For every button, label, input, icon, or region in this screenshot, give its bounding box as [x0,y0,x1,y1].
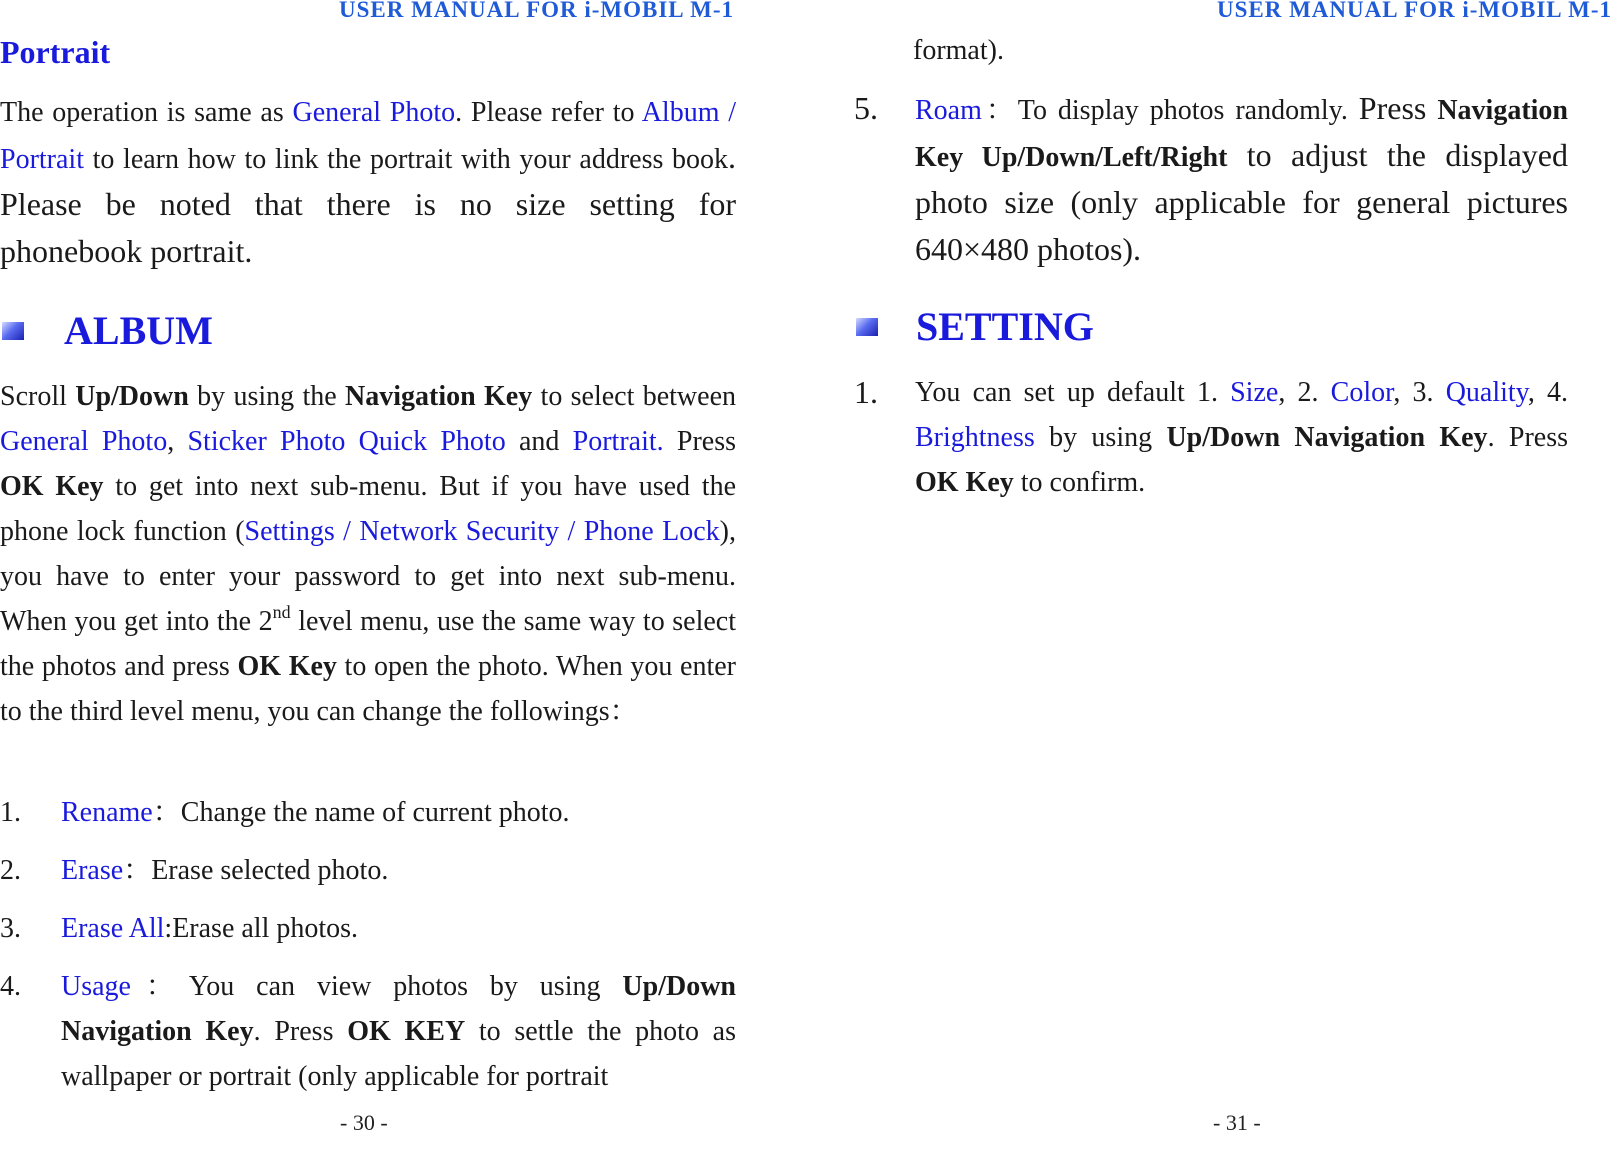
portrait-paragraph: The operation is same as General Photo. Please refer to Album / Portrait to learn how to link the portrait with your address book. Please be noted that there is no size setting for phonebook portrait. [0,97,736,269]
page-number: - 30 - [340,1110,388,1135]
page-number: - 31 - [1213,1110,1261,1135]
list-item: 2. Erase：Erase selected photo. [0,855,389,886]
quick-photo-link: Quick Photo [358,426,506,457]
setting-heading: SETTING [856,302,1094,352]
section-bullet-icon [2,322,24,340]
list-item: 1. You can set up default 1. Size, 2. Color, 3. Quality, 4. Brightness by using Up/Down Navigation Key. Press OK Key to confirm. [854,374,1569,498]
phone-lock-link: Settings / Network Security / Phone Lock [244,516,720,547]
list-item: 3. Erase All:Erase all photos. [0,913,359,944]
right-page [854,0,1612,1168]
album-paragraph: Scroll Up/Down by using the Navigation Key to select between General Photo, Sticker Photo Quick Photo and Portrait. Press OK Key to get into next sub-menu. But if you have used the phone lock function (Settings / Network Security / Phone Lock), you have to enter your password to get into next sub-menu. When you get into the 2nd level menu, use the same way to select the photos and press OK Key to open the photo. When you enter to the third level menu, you can change the followings： [0,381,737,727]
running-header: USER MANUAL FOR i-MOBIL M-1 [339,0,734,22]
list-item: 5. Roam：To display photos randomly. Press Navigation Key Up/Down/Left/Right to adjust the displayed photo size (only applicable for general pictures 640×480 photos). [854,90,1569,267]
general-photo-link: General Photo [0,426,168,457]
running-header: USER MANUAL FOR i-MOBIL M-1 [1217,0,1612,22]
list-continuation: format). [913,35,1004,66]
section-bullet-icon [856,318,878,336]
list-item: 1. Rename：Change the name of current photo. [0,797,570,828]
portrait-title: Portrait [0,34,111,70]
general-photo-link: General Photo [292,97,456,128]
album-heading: ALBUM [2,306,213,356]
left-page [0,0,740,1168]
list-item: 4. Usage：You can view photos by using Up/Down Navigation Key. Press OK KEY to settle the photo as wallpaper or portrait (only applicable for portrait [0,971,736,1092]
sticker-photo-link: Sticker Photo [187,426,346,457]
portrait-link: Portrait. [572,426,664,457]
album-portrait-link: Album / Portrait [0,97,736,175]
